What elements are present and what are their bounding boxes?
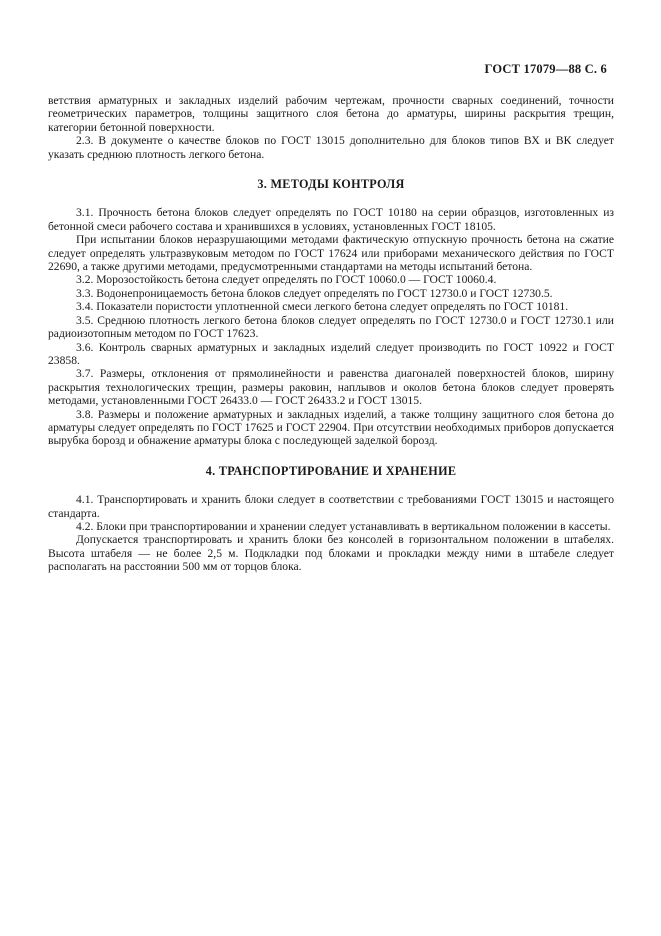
paragraph-3-4: 3.4. Показатели пористости уплотненной смеси легкого бетона следует определять по ГОСТ 10181. [76, 300, 569, 314]
paragraph-3-2: 3.2. Морозостойкость бетона следует определять по ГОСТ 10060.0 — ГОСТ 10060.4. [76, 273, 497, 287]
section-3-heading: 3. МЕТОДЫ КОНТРОЛЯ [257, 177, 405, 192]
page-content [48, 94, 614, 574]
paragraph-3-1: 3.1. Прочность бетона блоков следует определять по ГОСТ 10180 на серии образцов, изготовленных из бетонной смеси рабочего состава и хранившихся в условиях, установленных ГОСТ 18105. [48, 206, 614, 233]
paragraph-2-3: 2.3. В документе о качестве блоков по ГОСТ 13015 дополнительно для блоков типов ВХ и ВК следует указать среднюю плотность легкого бетона. [48, 134, 614, 161]
paragraph-4-1: 4.1. Транспортировать и хранить блоки следует в соответствии с требованиями ГОСТ 13015 и настоящего стандарта. [48, 493, 614, 520]
paragraph-3-1-nondestructive: При испытании блоков неразрушающими методами фактическую отпускную прочность бетона на сжатие следует определять ультразвуковым методом по ГОСТ 17624 или приборами механического действия по ГОСТ 22690, а также другими методами, предусмотренными стандартами на методы испытаний бетона. [48, 233, 614, 274]
paragraph-4-2-storage: Допускается транспортировать и хранить блоки без консолей в горизонтальном положении в штабелях. Высота штабеля — не более 2,5 м. Подкладки под блоками и прокладки между ними в штабеле следует располагать на расстоянии 500 мм от торцов блока. [48, 533, 614, 574]
paragraph-3-6: 3.6. Контроль сварных арматурных и закладных изделий следует производить по ГОСТ 10922 и ГОСТ 23858. [48, 340, 614, 367]
section-4-heading: 4. ТРАНСПОРТИРОВАНИЕ И ХРАНЕНИЕ [205, 463, 457, 478]
paragraph-3-8: 3.8. Размеры и положение арматурных и закладных изделий, а также толщину защитного слоя бетона до арматуры следует определять по ГОСТ 17625 и ГОСТ 22904. При отсутствии необходимых приборов допускается вырубка борозд и обнажение арматуры блока с последующей заделкой борозд. [48, 407, 614, 448]
page-header: ГОСТ 17079—88 С. 6 [484, 62, 607, 76]
paragraph-continuation: ветствия арматурных и закладных изделий рабочим чертежам, прочности сварных соединений, точности геометрических параметров, толщины защитного слоя бетона до арматуры, ширины раскрытия трещин, категории бетонной поверхности. [48, 94, 614, 134]
paragraph-3-5: 3.5. Среднюю плотность легкого бетона блоков следует определять по ГОСТ 12730.0 и ГОСТ 12730.1 или радиоизотопным методом по ГОСТ 17623. [48, 313, 614, 341]
paragraph-3-7: 3.7. Размеры, отклонения от прямолинейности и равенства диагоналей поверхностей блоков, ширину раскрытия технологических трещин, размеры раковин, наплывов и околов бетона блоков следует проверять методами, установленными ГОСТ 26433.0 — ГОСТ 26433.2 и ГОСТ 13015. [48, 367, 614, 408]
paragraph-4-2: 4.2. Блоки при транспортировании и хранении следует устанавливать в вертикальном положении в кассеты. [76, 519, 611, 533]
paragraph-3-3: 3.3. Водонепроницаемость бетона блоков следует определять по ГОСТ 12730.0 и ГОСТ 12730.5. [76, 286, 553, 300]
